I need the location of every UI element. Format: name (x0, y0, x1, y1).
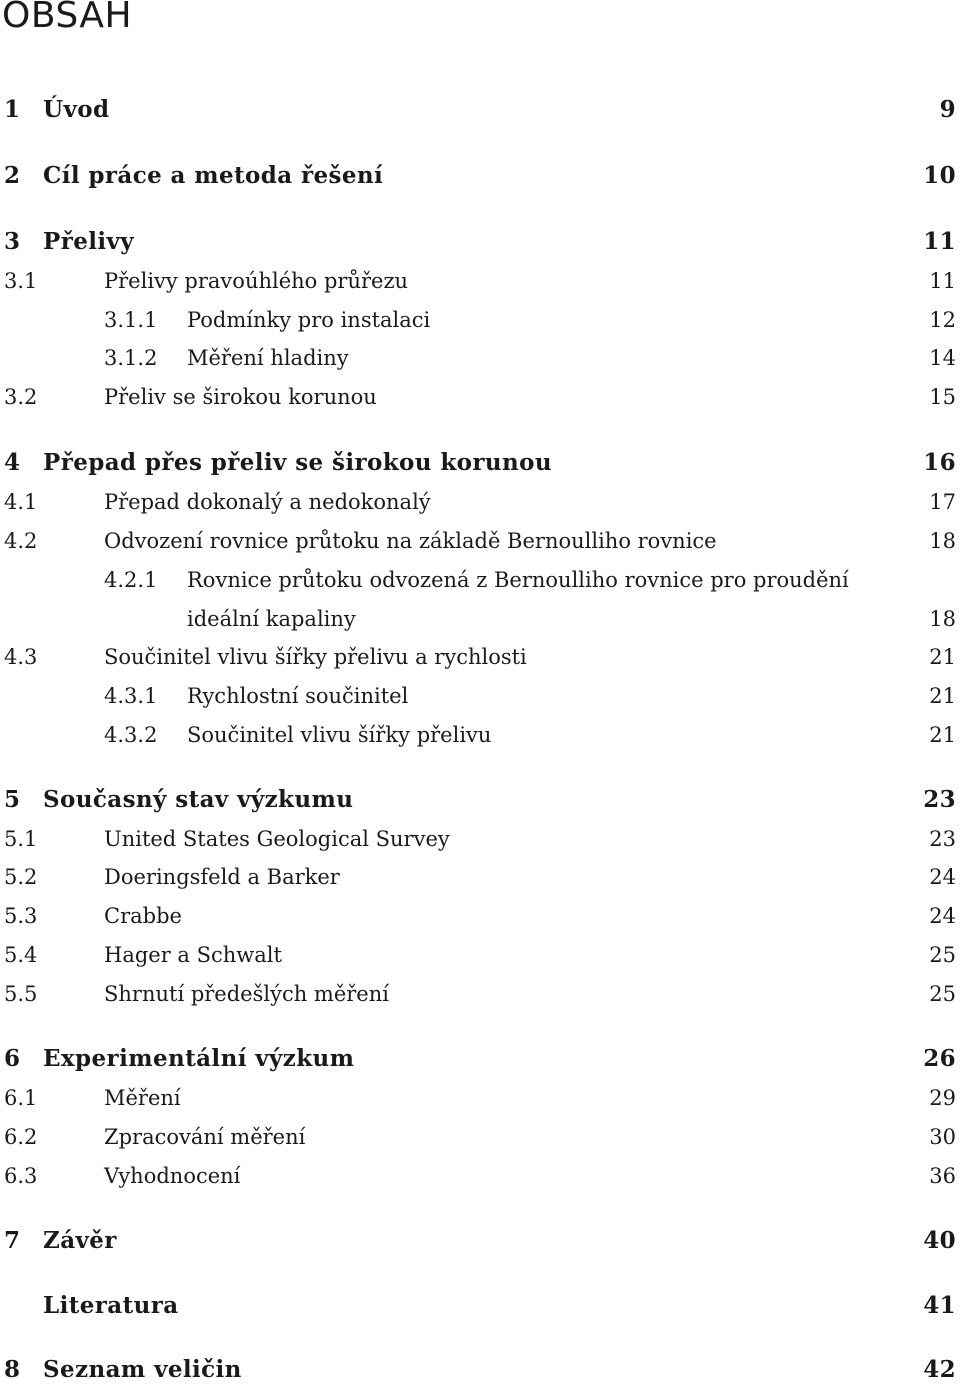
toc-entry-title: Podmínky pro instalaci (187, 308, 431, 332)
toc-entry-title: Přeliv se širokou korunou (104, 385, 377, 409)
toc-entry-page: 25 (929, 982, 956, 1006)
toc-section-entry[interactable] (0, 601, 960, 637)
toc-entry-number: 4.3.1 (104, 684, 158, 708)
toc-entry-title: ideální kapaliny (187, 607, 356, 631)
toc-section-entry[interactable] (0, 937, 960, 973)
toc-entry-number: 5.2 (4, 865, 38, 889)
toc-entry-title: Závěr (43, 1227, 117, 1254)
toc-entry-page: 24 (929, 865, 956, 889)
toc-entry-number: 4.1 (4, 490, 38, 514)
toc-chapter-entry[interactable] (0, 445, 960, 481)
toc-entry-title: Součinitel vlivu šířky přelivu (187, 723, 492, 747)
toc-entry-number: 3.1.2 (104, 346, 158, 370)
toc-entry-page: 40 (923, 1227, 956, 1254)
toc-entry-title: Shrnutí předešlých měření (104, 982, 389, 1006)
toc-entry-page: 11 (923, 228, 956, 255)
toc-entry-page: 9 (939, 96, 956, 123)
toc-entry-page: 26 (923, 1045, 956, 1072)
toc-entry-number: 4.2 (4, 529, 38, 553)
toc-entry-page: 11 (929, 269, 956, 293)
toc-chapter-entry[interactable] (0, 158, 960, 194)
toc-entry-title: Vyhodnocení (104, 1164, 241, 1188)
toc-section-entry[interactable] (0, 484, 960, 520)
toc-entry-page: 30 (929, 1125, 956, 1149)
toc-entry-page: 17 (929, 490, 956, 514)
toc-entry-page: 29 (929, 1086, 956, 1110)
toc-entry-title: Crabbe (104, 904, 182, 928)
page-title: OBSAH (2, 0, 133, 36)
toc-section-entry[interactable] (0, 379, 960, 415)
toc-entry-number: 5.1 (4, 827, 38, 851)
toc-entry-number: 3.1 (4, 269, 38, 293)
toc-entry-number: 7 (4, 1227, 21, 1254)
toc-section-entry[interactable] (0, 859, 960, 895)
toc-entry-page: 24 (929, 904, 956, 928)
toc-section-entry[interactable] (0, 562, 960, 598)
toc-entry-page: 41 (923, 1292, 956, 1319)
toc-entry-page: 18 (929, 607, 956, 631)
toc-entry-title: Literatura (43, 1292, 179, 1319)
toc-entry-page: 21 (929, 723, 956, 747)
toc-section-entry[interactable] (0, 717, 960, 753)
toc-entry-number: 1 (4, 96, 21, 123)
toc-chapter-entry[interactable] (0, 1288, 960, 1324)
toc-section-entry[interactable] (0, 898, 960, 934)
toc-entry-number: 3 (4, 228, 21, 255)
toc-entry-title: Měření (104, 1086, 181, 1110)
toc-entry-title: Přepad dokonalý a nedokonalý (104, 490, 431, 514)
toc-chapter-entry[interactable] (0, 1041, 960, 1077)
toc-entry-title: Měření hladiny (187, 346, 349, 370)
toc-entry-title: Přepad přes přeliv se širokou korunou (43, 449, 553, 476)
toc-entry-number: 5.4 (4, 943, 38, 967)
toc-entry-title: Přelivy (43, 228, 135, 255)
toc-entry-page: 23 (923, 786, 956, 813)
toc-entry-title: Současný stav výzkumu (43, 786, 354, 813)
toc-entry-number: 4.3 (4, 645, 38, 669)
toc-entry-page: 12 (929, 308, 956, 332)
toc-entry-page: 15 (929, 385, 956, 409)
toc-entry-number: 3.1.1 (104, 308, 158, 332)
toc-entry-page: 14 (929, 346, 956, 370)
toc-entry-title: Odvození rovnice průtoku na základě Bernoulliho rovnice (104, 529, 717, 553)
toc-entry-page: 16 (923, 449, 956, 476)
toc-entry-title: Zpracování měření (104, 1125, 306, 1149)
toc-entry-number: 3.2 (4, 385, 38, 409)
toc-entry-page: 25 (929, 943, 956, 967)
toc-section-entry[interactable] (0, 821, 960, 857)
toc-entry-number: 6.2 (4, 1125, 38, 1149)
toc-chapter-entry[interactable] (0, 1352, 960, 1388)
toc-entry-number: 2 (4, 162, 21, 189)
toc-section-entry[interactable] (0, 639, 960, 675)
toc-entry-page: 42 (923, 1356, 956, 1383)
toc-entry-number: 6.1 (4, 1086, 38, 1110)
toc-entry-number: 5 (4, 786, 21, 813)
toc-entry-title: Přelivy pravoúhlého průřezu (104, 269, 409, 293)
toc-entry-number: 5.5 (4, 982, 38, 1006)
toc-entry-page: 23 (929, 827, 956, 851)
toc-entry-page: 21 (929, 645, 956, 669)
toc-entry-number: 5.3 (4, 904, 38, 928)
toc-entry-title: Experimentální výzkum (43, 1045, 355, 1072)
toc-entry-page: 36 (929, 1164, 956, 1188)
toc-chapter-entry[interactable] (0, 1223, 960, 1259)
toc-section-entry[interactable] (0, 263, 960, 299)
toc-entry-page: 18 (929, 529, 956, 553)
toc-entry-title: Součinitel vlivu šířky přelivu a rychlosti (104, 645, 527, 669)
toc-chapter-entry[interactable] (0, 782, 960, 818)
toc-section-entry[interactable] (0, 1080, 960, 1116)
toc-section-entry[interactable] (0, 1158, 960, 1194)
toc-chapter-entry[interactable] (0, 92, 960, 128)
toc-entry-number: 6.3 (4, 1164, 38, 1188)
toc-section-entry[interactable] (0, 340, 960, 376)
toc-entry-number: 4.3.2 (104, 723, 158, 747)
toc-entry-title: Seznam veličin (43, 1356, 242, 1383)
toc-entry-title: Rovnice průtoku odvozená z Bernoulliho rovnice pro proudění (187, 568, 849, 592)
toc-section-entry[interactable] (0, 1119, 960, 1155)
toc-chapter-entry[interactable] (0, 224, 960, 260)
toc-entry-title: Doeringsfeld a Barker (104, 865, 340, 889)
toc-section-entry[interactable] (0, 678, 960, 714)
toc-entry-title: United States Geological Survey (104, 827, 450, 851)
toc-entry-title: Cíl práce a metoda řešení (43, 162, 384, 189)
toc-entry-number: 4 (4, 449, 21, 476)
toc-entry-number: 6 (4, 1045, 21, 1072)
toc-section-entry[interactable] (0, 976, 960, 1012)
toc-entry-page: 21 (929, 684, 956, 708)
toc-entry-page: 10 (923, 162, 956, 189)
toc-entry-title: Rychlostní součinitel (187, 684, 409, 708)
toc-entry-title: Úvod (43, 96, 110, 123)
toc-section-entry[interactable] (0, 523, 960, 559)
toc-entry-number: 8 (4, 1356, 21, 1383)
toc-entry-title: Hager a Schwalt (104, 943, 282, 967)
toc-section-entry[interactable] (0, 302, 960, 338)
toc-entry-number: 4.2.1 (104, 568, 158, 592)
